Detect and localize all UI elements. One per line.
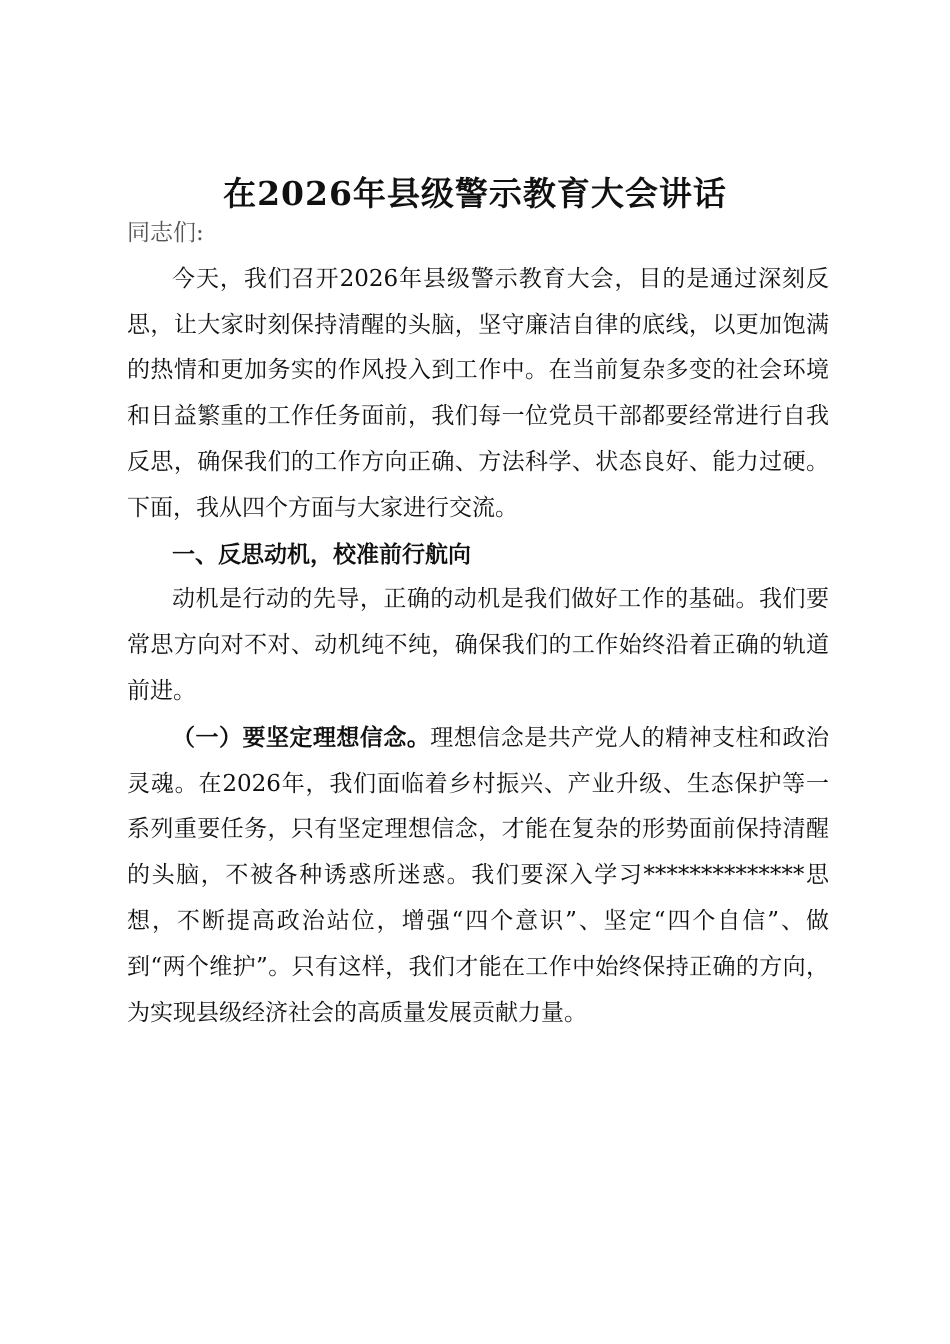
section-1-heading: 一、反思动机，校准前行航向 — [172, 540, 471, 568]
subsection-1-heading: （一）要坚定理想信念。 — [172, 723, 431, 751]
salutation: 同志们: — [127, 220, 204, 246]
subsection-1-body: 理想信念是共产党人的精神支柱和政治灵魂。在2026年，我们面临着乡村振兴、产业升级、生态保护等一系列重要任务，只有坚定理想信念，才能在复杂的形势面前保持清醒的头脑，不被各种诱惑所迷惑。我们要深入学习**************思想，不断提高政治站位，增强“四个意识”、坚定“四个自信”、做到“两个维护”。只有这样，我们才能在工作中始终保持正确的方向，为实现县级经济社会的高质量发展贡献力量。 — [127, 724, 830, 1026]
document-body — [127, 211, 829, 1036]
intro-paragraph: 今天，我们召开2026年县级警示教育大会，目的是通过深刻反思，让大家时刻保持清醒的头脑，坚守廉洁自律的底线，以更加饱满的热情和更加务实的作风投入到工作中。在当前复杂多变的社会环境和日益繁重的工作任务面前，我们每一位党员干部都要经常进行自我反思，确保我们的工作方向正确、方法科学、状态良好、能力过硬。下面，我从四个方面与大家进行交流。 — [127, 265, 829, 521]
section-1-paragraph: 动机是行动的先导，正确的动机是我们做好工作的基础。我们要常思方向对不对、动机纯不纯，确保我们的工作始终沿着正确的轨道前进。 — [127, 586, 829, 704]
subsection-1-paragraph — [127, 715, 829, 1037]
document-title: 在2026年县级警示教育大会讲话 — [223, 174, 727, 213]
